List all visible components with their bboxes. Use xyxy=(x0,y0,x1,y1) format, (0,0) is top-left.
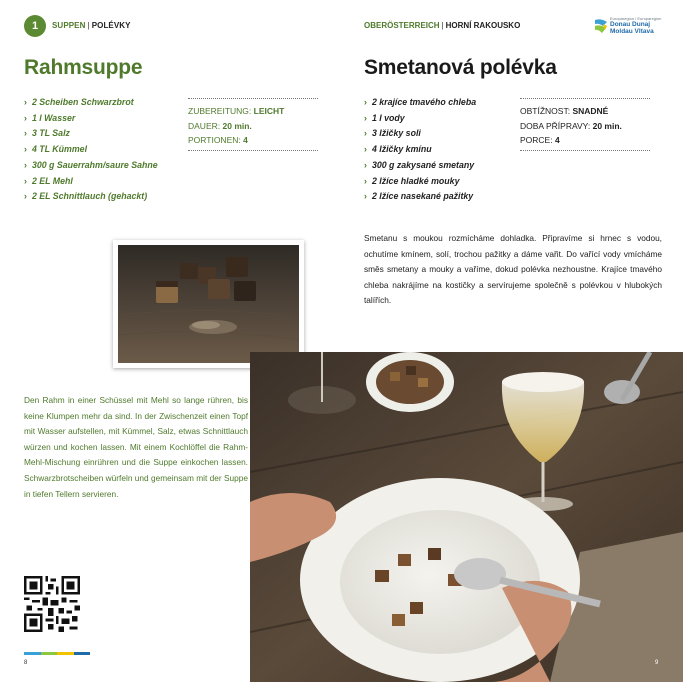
time-row-de xyxy=(188,119,318,134)
soup-bowl-photo xyxy=(250,352,683,682)
ingredient-list-de xyxy=(24,95,158,205)
list-item: › 2 EL Mehl xyxy=(24,174,158,190)
recipe-title-de: Rahmsuppe xyxy=(24,56,143,79)
list-item: › 4 TL Kümmel xyxy=(24,142,158,158)
recipe-title-cz: Smetanová polévka xyxy=(364,56,557,79)
list-item: › 4 lžičky kmínu xyxy=(364,142,476,158)
page-number-right: 9 xyxy=(655,660,659,666)
list-item: › 3 TL Salz xyxy=(24,126,158,142)
logo-line-2: Donau Dunaj xyxy=(610,21,651,28)
portions-label: PORCE: xyxy=(520,135,553,145)
difficulty-value: LEICHT xyxy=(253,106,285,116)
difficulty-label: ZUBEREITUNG: xyxy=(188,106,252,116)
footer-color-bar xyxy=(24,652,90,655)
region-label-cz: HORNÍ RAKOUSKO xyxy=(445,21,521,30)
list-item: › 2 lžíce hladké mouky xyxy=(364,174,476,190)
list-item: › 3 lžičky soli xyxy=(364,126,476,142)
list-item: › 2 EL Schnittlauch (gehackt) xyxy=(24,189,158,205)
logo-line-3: Moldau Vltava xyxy=(610,28,654,35)
soup-bowl-image xyxy=(250,352,683,682)
portions-value: 4 xyxy=(554,135,560,145)
region-label: OBERÖSTERREICH | HORNÍ RAKOUSKO xyxy=(364,21,521,30)
instructions-cz: Smetanu s moukou rozmícháme dohladka. Připravíme si hrnec s vodou, ochutíme kmínem, solí, trochou pažitky a dáme vařit. Do vařící vody vmícháme směs smetany a mouky a vaříme, dokud polévka nezhoustne. Krajíce tmavého chleba nakrájíme na kostičky a servírujeme společně s polévkou v hlubokých talířích. xyxy=(364,233,662,306)
time-row-cz xyxy=(520,119,650,134)
color-bar-segment xyxy=(57,652,74,655)
difficulty-value: SNADNÉ xyxy=(572,106,609,116)
region-label-de: OBERÖSTERREICH xyxy=(364,21,440,30)
bread-cubes-image xyxy=(118,245,299,363)
time-value: 20 min. xyxy=(222,120,252,131)
ingredient-list-cz xyxy=(364,95,476,205)
qr-code[interactable] xyxy=(24,576,80,632)
logo-mark-icon xyxy=(594,18,608,34)
dotted-divider xyxy=(520,150,650,151)
dotted-divider xyxy=(188,98,318,99)
list-item: › 2 krajíce tmavého chleba xyxy=(364,95,476,111)
portions-row-de xyxy=(188,133,318,148)
portions-label: PORTIONEN: xyxy=(188,135,241,145)
color-bar-segment xyxy=(41,652,58,655)
recipe-meta-de xyxy=(188,98,318,156)
difficulty-row-cz xyxy=(520,104,650,119)
list-item: › 300 g zakysané smetany xyxy=(364,158,476,174)
dotted-divider xyxy=(520,98,650,99)
qr-code-icon xyxy=(24,576,80,632)
difficulty-row-de xyxy=(188,104,318,119)
portions-row-cz xyxy=(520,133,650,148)
europaregion-logo xyxy=(594,16,660,38)
recipe-meta-cz xyxy=(520,98,650,156)
time-label: DOBA PŘÍPRAVY: xyxy=(520,120,591,131)
bread-cubes-photo xyxy=(113,240,304,368)
logo-line-1: Europaregion / Europaregion xyxy=(610,16,662,21)
page-number-left: 8 xyxy=(24,660,28,666)
instructions-de: Den Rahm in einer Schüssel mit Mehl so lange rühren, bis keine Klumpen mehr da sind. In der Zwischenzeit einen Topf mit Wasser aufstellen, mit Kümmel, Salz, etwas Schnittlauch würzen und kochen lassen. Mit einem Kochlöffel die Rahm-Mehl-Mischung einrühren und die Suppe einkochen lassen. Schwarzbrotscheiben würfeln und gemeinsam mit der Suppe in tiefen Tellern servieren. xyxy=(24,395,248,499)
chapter-number-badge: 1 xyxy=(24,15,46,37)
list-item: › 1 l Wasser xyxy=(24,111,158,127)
portions-value: 4 xyxy=(243,135,248,145)
list-item: › 300 g Sauerrahm/saure Sahne xyxy=(24,158,158,174)
dotted-divider xyxy=(188,150,318,151)
list-item: › 2 lžíce nasekané pažitky xyxy=(364,189,476,205)
time-label: DAUER: xyxy=(188,120,221,131)
color-bar-segment xyxy=(74,652,91,655)
chapter-label-cz: POLÉVKY xyxy=(91,21,131,30)
list-item: › 2 Scheiben Schwarzbrot xyxy=(24,95,158,111)
chapter-label: SUPPEN | POLÉVKY xyxy=(52,21,131,30)
chapter-label-de: SUPPEN xyxy=(52,21,86,30)
color-bar-segment xyxy=(24,652,41,655)
time-value: 20 min. xyxy=(592,120,622,131)
difficulty-label: OBTÍŽNOST: xyxy=(520,106,571,116)
list-item: › 1 l vody xyxy=(364,111,476,127)
